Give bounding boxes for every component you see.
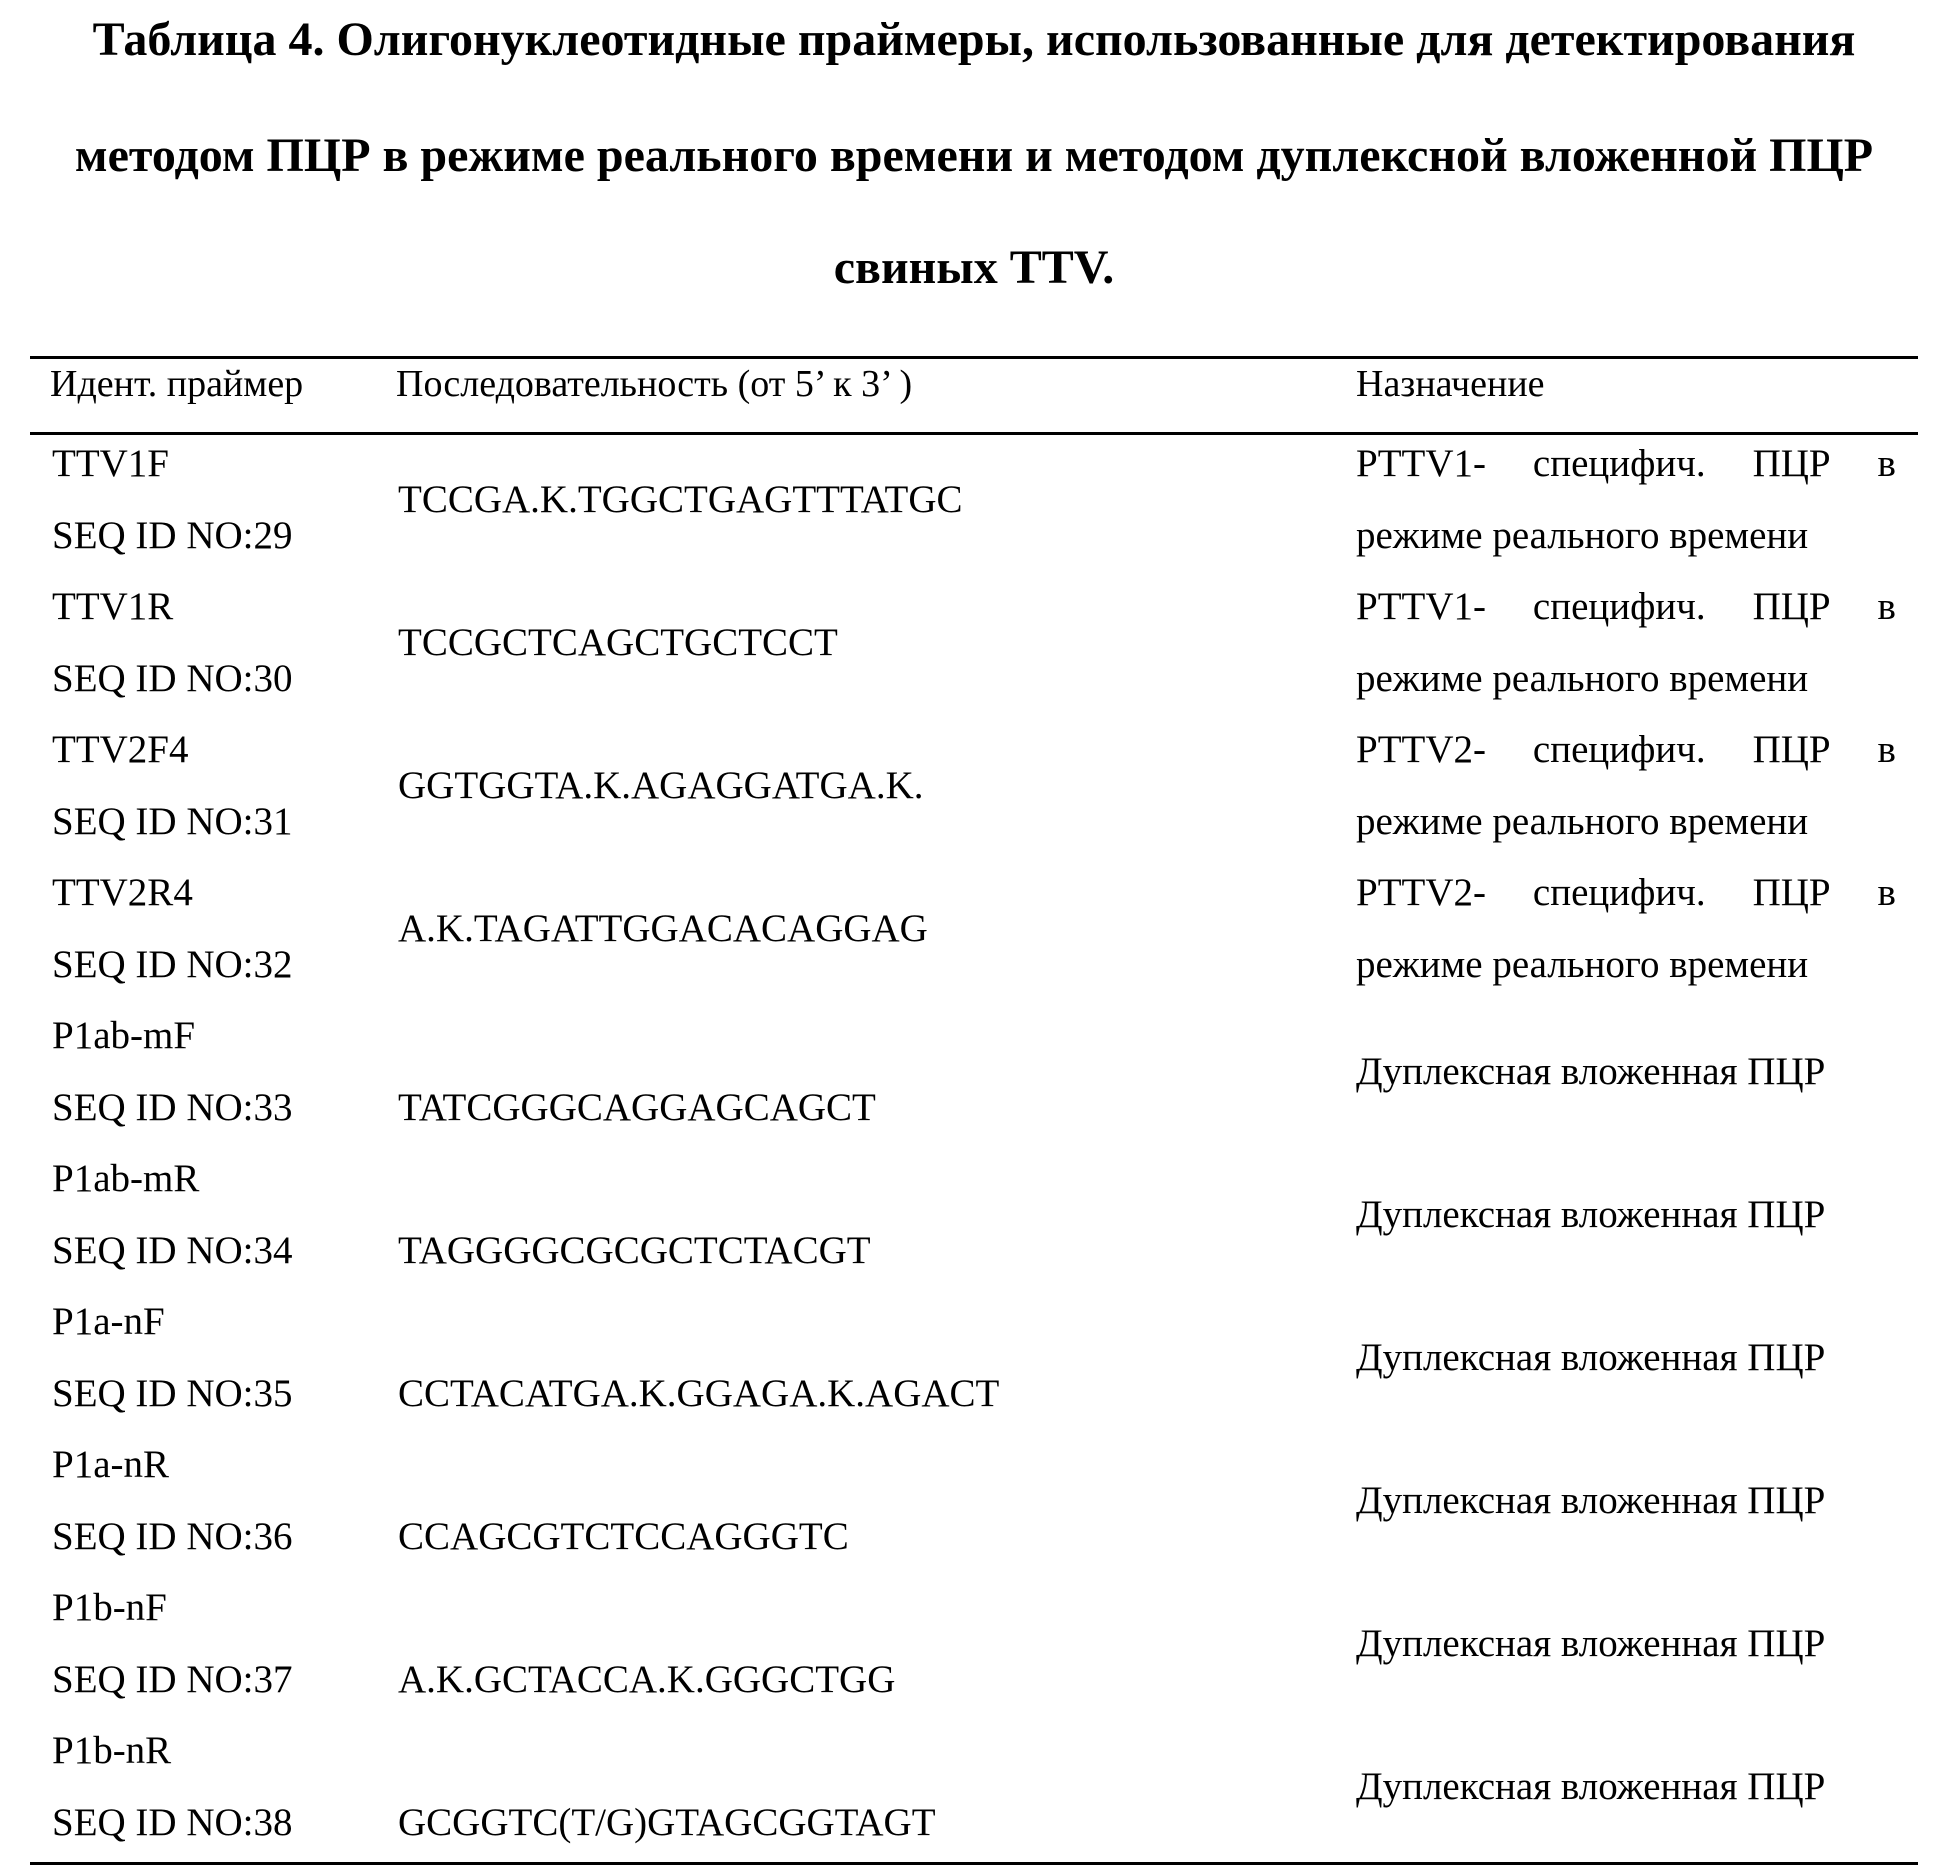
primer-sequence: TATCGGGCAGGAGCAGCT [398, 1086, 876, 1129]
purpose-word: ПЦР [1752, 871, 1831, 914]
primer-id-cell [52, 1429, 293, 1573]
primer-purpose-cell [1356, 857, 1896, 1001]
primer-id-cell [52, 1715, 293, 1859]
purpose-word: в [1877, 442, 1896, 485]
purpose-word: в [1877, 728, 1896, 771]
table-row [0, 1429, 1948, 1572]
primer-seq-id: SEQ ID NO:29 [52, 514, 293, 557]
primer-sequence: CCTACATGA.K.GGAGA.K.AGACT [398, 1372, 1000, 1415]
purpose-word: PTTV2- [1356, 728, 1486, 771]
primer-seq-id: SEQ ID NO:37 [52, 1658, 293, 1701]
table-row [0, 714, 1948, 857]
primer-id-cell [52, 714, 293, 858]
primer-id-cell [52, 1143, 293, 1287]
primer-purpose: Дуплексная вложенная ПЦР [1356, 1479, 1826, 1522]
primer-id-cell [52, 857, 293, 1001]
table-title-line-2: методом ПЦР в режиме реального времени и методом дуплексной вложенной ПЦР [74, 129, 1874, 182]
purpose-line-2: режиме реального времени [1356, 943, 1809, 986]
primer-purpose-cell [1356, 714, 1896, 858]
purpose-line-2: режиме реального времени [1356, 800, 1809, 843]
primer-name: P1ab-mR [52, 1157, 200, 1200]
primer-seq-id: SEQ ID NO:33 [52, 1086, 293, 1129]
primer-name: P1b-nF [52, 1586, 167, 1629]
table-row [0, 1715, 1948, 1858]
purpose-word: специфич. [1532, 871, 1706, 914]
primer-sequence: A.K.GCTACCA.K.GGGCTGG [398, 1658, 896, 1701]
primer-purpose-cell [1356, 428, 1896, 572]
primer-name: P1a-nF [52, 1300, 165, 1343]
primer-purpose: Дуплексная вложенная ПЦР [1356, 1193, 1826, 1236]
purpose-line-1 [1356, 428, 1896, 500]
primer-sequence: GGTGGTA.K.AGAGGATGA.K. [398, 764, 924, 807]
primer-name: P1b-nR [52, 1729, 172, 1772]
purpose-word: ПЦР [1752, 585, 1831, 628]
primer-purpose: Дуплексная вложенная ПЦР [1356, 1622, 1826, 1665]
primer-seq-id: SEQ ID NO:30 [52, 657, 293, 700]
table-row [0, 1286, 1948, 1429]
purpose-word: PTTV1- [1356, 442, 1486, 485]
primer-seq-id: SEQ ID NO:34 [52, 1229, 293, 1272]
primer-name: TTV2R4 [52, 871, 193, 914]
table-row [0, 428, 1948, 571]
primer-id-cell [52, 1572, 293, 1716]
primer-id-cell [52, 428, 293, 572]
primer-id-cell [52, 571, 293, 715]
table-row [0, 1572, 1948, 1715]
purpose-line-1 [1356, 714, 1896, 786]
primer-sequence: CCAGCGTCTCCAGGGTC [398, 1515, 849, 1558]
table-row [0, 857, 1948, 1000]
purpose-line-1 [1356, 857, 1896, 929]
primer-seq-id: SEQ ID NO:36 [52, 1515, 293, 1558]
purpose-word: специфич. [1532, 728, 1706, 771]
table-bottom-rule [30, 1862, 1918, 1865]
primer-name: TTV1F [52, 442, 169, 485]
purpose-word: PTTV1- [1356, 585, 1486, 628]
purpose-line-2: режиме реального времени [1356, 514, 1809, 557]
primer-seq-id: SEQ ID NO:31 [52, 800, 293, 843]
purpose-word: ПЦР [1752, 728, 1831, 771]
purpose-word: специфич. [1532, 442, 1706, 485]
primer-id-cell [52, 1286, 293, 1430]
primer-name: TTV2F4 [52, 728, 189, 771]
table-body [0, 428, 1948, 1858]
primer-sequence: GCGGTC(T/G)GTAGCGGTAGT [398, 1801, 936, 1844]
purpose-word: ПЦР [1752, 442, 1831, 485]
purpose-word: PTTV2- [1356, 871, 1486, 914]
purpose-word: специфич. [1532, 585, 1706, 628]
primer-purpose-cell [1356, 571, 1896, 715]
header-primer-id: Идент. праймер [50, 363, 304, 405]
primer-sequence: TCCGA.K.TGGCTGAGTTTATGC [398, 478, 963, 521]
table-row [0, 571, 1948, 714]
header-purpose: Назначение [1356, 363, 1545, 405]
primer-purpose: Дуплексная вложенная ПЦР [1356, 1336, 1826, 1379]
primer-id-cell [52, 1000, 293, 1144]
purpose-word: в [1877, 871, 1896, 914]
table-title-line-1: Таблица 4. Олигонуклеотидные праймеры, использованные для детектирования [92, 13, 1856, 66]
table-title-line-3: свиных TTV. [833, 241, 1115, 294]
primer-seq-id: SEQ ID NO:38 [52, 1801, 293, 1844]
purpose-word: в [1877, 585, 1896, 628]
primer-seq-id: SEQ ID NO:35 [52, 1372, 293, 1415]
primer-name: P1ab-mF [52, 1014, 196, 1057]
primer-sequence: TAGGGGCGCGCTCTACGT [398, 1229, 871, 1272]
primer-purpose: Дуплексная вложенная ПЦР [1356, 1765, 1826, 1808]
primer-name: P1a-nR [52, 1443, 169, 1486]
primer-purpose: Дуплексная вложенная ПЦР [1356, 1050, 1826, 1093]
purpose-line-1 [1356, 571, 1896, 643]
primer-sequence: A.K.TAGATTGGACACAGGAG [398, 907, 928, 950]
primer-name: TTV1R [52, 585, 174, 628]
primer-sequence: TCCGCTCAGCTGCTCCT [398, 621, 838, 664]
table-top-rule [30, 356, 1918, 359]
table-row [0, 1143, 1948, 1286]
header-sequence: Последовательность (от 5’ к 3’ ) [396, 363, 913, 405]
purpose-line-2: режиме реального времени [1356, 657, 1809, 700]
table-row [0, 1000, 1948, 1143]
primer-seq-id: SEQ ID NO:32 [52, 943, 293, 986]
